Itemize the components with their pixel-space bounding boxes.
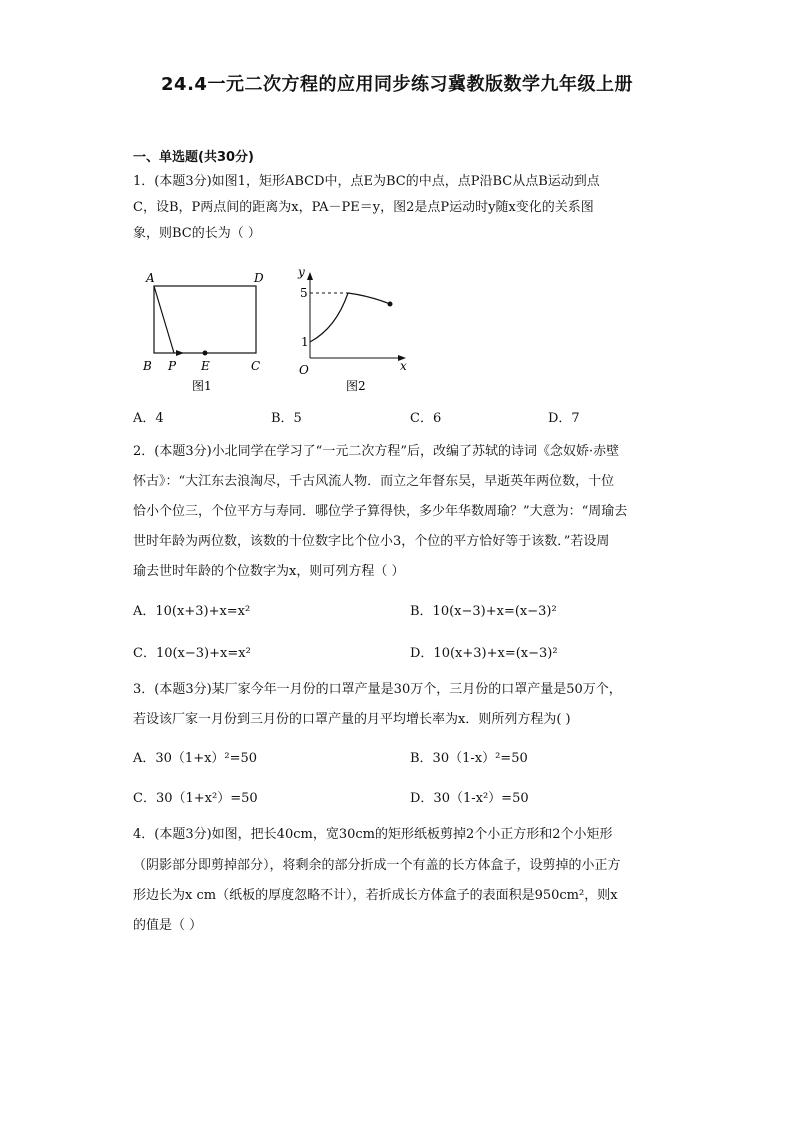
q1-option-c: C．6 [410, 411, 442, 426]
q1-option-a: A．4 [133, 411, 164, 426]
figure-1-caption: 图1 [192, 379, 212, 391]
figure-2-caption: 图2 [346, 379, 366, 392]
q2-line-3: 恰小个位三，个位平方与寿同．哪位学子算得快，多少年华数周瑜？”大意为：“周瑜去 [133, 504, 628, 519]
label-e: E [201, 359, 210, 373]
q2-option-b: B．10(x−3)+x=(x−3)² [410, 604, 557, 619]
label-b: B [143, 359, 152, 373]
segment-ap [154, 286, 174, 353]
tick-1-label: 1 [301, 335, 309, 349]
rect-abcd [154, 286, 256, 353]
origin-label: O [299, 363, 309, 377]
q4-line-1: 4．(本题3分)如图，把长40cm，宽30cm的矩形纸板剪掉2个小正方形和2个小矩形 [133, 827, 613, 842]
q3-option-b: B．30（1-x）²=50 [410, 751, 528, 766]
axis-x-label: x [400, 359, 407, 373]
q4-line-3: 形边长为x cm（纸板的厚度忽略不计），若折成长方体盒子的表面积是950cm²，则x [133, 888, 618, 903]
q3-option-a: A．30（1+x）²=50 [133, 751, 258, 766]
page-title: 24.4一元二次方程的应用同步练习冀教版数学九年级上册 [161, 74, 633, 95]
q1-line-1: 1．(本题3分)如图1，矩形ABCD中，点E为BC的中点，点P沿BC从点B运动到点 [133, 174, 600, 189]
q2-option-c: C．10(x−3)+x=x² [133, 646, 251, 661]
q2-line-4: 世时年龄为两位数，该数的十位数字比个位小3，个位的平方恰好等于该数．”若设周 [133, 534, 610, 549]
y-axis-arrow [307, 272, 313, 280]
q1-option-d: D．7 [548, 411, 580, 426]
q4-line-2: （阴影部分即剪掉部分），将剩余的部分折成一个有盖的长方体盒子，设剪掉的小正方 [133, 858, 621, 873]
q1-line-2: C，设B，P两点间的距离为x，PA－PE＝y，图2是点P运动时y随x变化的关系图 [133, 200, 594, 215]
q1-option-b: B．5 [271, 411, 302, 426]
q2-line-2: 怀古》：“大江东去浪淘尽，千古风流人物．而立之年督东吴，早逝英年两位数，十位 [133, 474, 615, 489]
figure-1-rectangle [138, 266, 268, 391]
q3-option-d: D．30（1-x²）=50 [410, 791, 529, 806]
q3-option-c: C．30（1+x²）=50 [133, 791, 258, 806]
graph-curve [310, 293, 390, 342]
q1-line-3: 象，则BC的长为（ ） [133, 226, 261, 241]
q2-option-a: A．10(x+3)+x=x² [133, 604, 251, 619]
label-p: P [168, 359, 177, 373]
figure-2-graph [290, 262, 415, 392]
point-e [203, 351, 208, 356]
label-a: A [146, 271, 155, 285]
q3-line-2: 若设该厂家一月份到三月份的口罩产量的月平均增长率为x．则所列方程为( ) [133, 712, 571, 727]
curve-end-point [388, 302, 393, 307]
q3-line-1: 3．(本题3分)某厂家今年一月份的口罩产量是30万个，三月份的口罩产量是50万个， [133, 682, 622, 697]
label-d: D [254, 271, 264, 285]
p-arrow [176, 350, 184, 356]
q2-line-1: 2．(本题3分)小北同学在学习了“一元二次方程”后，改编了苏轼的诗词《念奴娇·赤壁 [133, 444, 620, 459]
q2-option-d: D．10(x+3)+x=(x−3)² [410, 646, 558, 661]
section-heading: 一、单选题(共30分) [133, 150, 254, 165]
tick-5-label: 5 [300, 286, 308, 300]
axis-y-label: y [298, 265, 305, 279]
label-c: C [251, 359, 261, 373]
q2-line-5: 瑜去世时年龄的个位数字为x，则可列方程（ ） [133, 564, 405, 579]
q4-line-4: 的值是（ ） [133, 918, 203, 933]
